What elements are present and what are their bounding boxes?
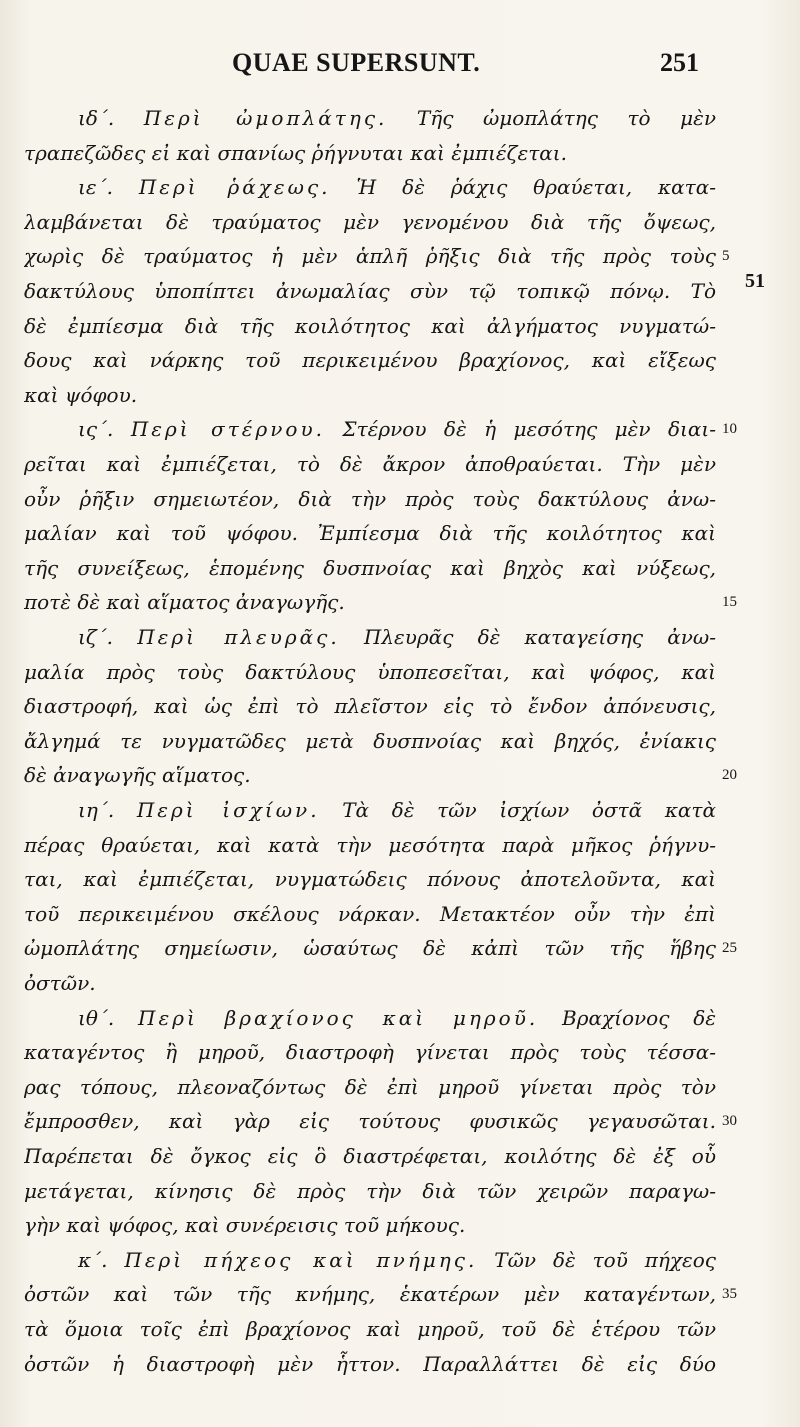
text-segment: λαμβάνεται δὲ τραύματος μὲν γενομένου διὰ τῆς ὄψεως,: [24, 209, 716, 234]
line-number: 15: [722, 594, 737, 611]
text-segment: ποτὲ δὲ καὶ αἵματος ἀναγωγῆς.: [24, 590, 345, 615]
text-segment: κ΄.: [78, 1247, 125, 1272]
margin-reference: 51: [745, 270, 765, 292]
text-segment: τοῦ περικειμένου σκέλους νάρκαν. Μετακτέον οὖν τὴν ἐπὶ: [24, 901, 716, 926]
text-segment: δακτύλους ὑποπίπτει ἀνωμαλίας σὺν τῷ τοπικῷ πόνῳ. Τὸ: [24, 279, 716, 303]
text-segment: δους καὶ νάρκης τοῦ περικειμένου βραχίονος, καὶ εἴξεως: [24, 348, 716, 373]
text-segment: ἄλγημά τε νυγματῶδες μετὰ δυσπνοίας καὶ βηχός, ἐνίακις: [24, 728, 716, 753]
text-segment: Τὰ δὲ τῶν ἰσχίων ὀστᾶ κατὰ: [319, 798, 716, 822]
text-segment: Τῆς ὠμοπλάτης τὸ μὲν: [387, 106, 716, 130]
text-segment: Πλευρᾶς δὲ καταγείσης ἀνω-: [339, 625, 716, 649]
text-segment: Βραχίονος δὲ: [538, 1005, 716, 1030]
text-segment: ιε΄.: [78, 175, 139, 200]
line-number: 10: [722, 421, 737, 438]
running-head: QUAE SUPERSUNT.: [232, 48, 481, 77]
section-heading: Περὶ στέρνου.: [130, 417, 325, 442]
text-segment: ιη΄.: [78, 798, 137, 822]
text-segment: ὀστῶν ἡ διαστροφὴ μὲν ἧττον. Παραλλάττει δὲ εἰς δύο: [24, 1351, 716, 1376]
text-segment: Τῶν δὲ τοῦ πήχεος: [477, 1247, 716, 1272]
text-segment: διαστροφή, καὶ ὡς ἐπὶ τὸ πλεῖστον εἰς τὸ ἔνδον ἀπόνευσις,: [24, 694, 716, 719]
text-segment: οὖν ῥῆξιν σημειωτέον, διὰ τὴν πρὸς τοὺς δακτύλους ἀνω-: [24, 486, 716, 511]
text-segment: Ἡ δὲ ῥάχις θραύεται, κατα-: [330, 175, 716, 200]
line-number: 20: [722, 767, 737, 784]
page-number: 251: [660, 48, 699, 77]
text-segment: ὀστῶν καὶ τῶν τῆς κνήμης, ἑκατέρων μὲν καταγέντων,: [24, 1282, 716, 1307]
text-segment: καταγέντος ἢ μηροῦ, διαστροφὴ γίνεται πρὸς τοὺς τέσσα-: [24, 1040, 716, 1065]
text-segment: ιθ΄.: [78, 1005, 139, 1030]
text-segment: Παρέπεται δὲ ὄγκος εἰς ὃ διαστρέφεται, κοιλότης δὲ ἐξ οὗ: [24, 1144, 716, 1168]
section-heading: Περὶ ῥάχεως.: [138, 175, 331, 200]
text-segment: καὶ ψόφου.: [24, 382, 138, 407]
text-segment: ὠμοπλάτης σημείωσιν, ὡσαύτως δὲ κἀπὶ τῶν τῆς ἥβης: [24, 936, 716, 961]
section-heading: Περὶ ἰσχίων.: [136, 798, 320, 822]
line-number: 25: [722, 940, 737, 957]
section-heading: Περὶ ὠμοπλάτης.: [143, 106, 388, 130]
section-heading: Περὶ πήχεος καὶ πνήμης.: [124, 1247, 478, 1272]
section-heading: Περὶ βραχίονος καὶ μηροῦ.: [138, 1005, 539, 1030]
text-segment: ις΄.: [78, 417, 131, 442]
text-segment: ὀστῶν.: [24, 971, 96, 995]
text-segment: μαλίαν καὶ τοῦ ψόφου. Ἐμπίεσμα διὰ τῆς κοιλότητος καὶ: [24, 521, 716, 546]
text-segment: δὲ ἀναγωγῆς αἵματος.: [24, 763, 251, 788]
text-segment: δὲ ἐμπίεσμα διὰ τῆς κοιλότητος καὶ ἀλγήματος νυγματώ-: [24, 313, 716, 338]
text-segment: ρας τόπους, πλεοναζόντως δὲ ἐπὶ μηροῦ γίνεται πρὸς τὸν: [24, 1074, 716, 1099]
line-number: 35: [722, 1286, 737, 1303]
line-number: 30: [722, 1113, 737, 1130]
page-header: [0, 48, 800, 88]
text-segment: τὰ ὅμοια τοῖς ἐπὶ βραχίονος καὶ μηροῦ, τοῦ δὲ ἑτέρου τῶν: [24, 1317, 716, 1341]
section-heading: Περὶ πλευρᾶς.: [137, 625, 340, 649]
text-segment: τῆς συνείξεως, ἑπομένης δυσπνοίας καὶ βηχὸς καὶ νύξεως,: [24, 555, 716, 580]
text-segment: ιδ΄.: [78, 106, 144, 130]
text-line: [24, 1344, 716, 1384]
text-segment: μαλία πρὸς τοὺς δακτύλους ὑποπεσεῖται, καὶ ψόφος, καὶ: [24, 659, 716, 684]
text-segment: μετάγεται, κίνησις δὲ πρὸς τὴν διὰ τῶν χειρῶν παραγω-: [24, 1178, 716, 1203]
line-number: 5: [722, 248, 730, 265]
text-segment: τραπεζῶδες εἰ καὶ σπανίως ῥήγνυται καὶ ἐμπιέζεται.: [24, 140, 567, 165]
text-segment: ται, καὶ ἐμπιέζεται, νυγματώδεις πόνους ἀποτελοῦντα, καὶ: [24, 867, 716, 892]
text-segment: ρεῖται καὶ ἐμπιέζεται, τὸ δὲ ἄκρον ἀποθραύεται. Τὴν μὲν: [24, 452, 716, 476]
text-segment: χωρὶς δὲ τραύματος ἡ μὲν ἁπλῆ ῥῆξις διὰ τῆς πρὸς τοὺς: [24, 244, 716, 269]
text-segment: ιζ΄.: [78, 625, 138, 649]
text-segment: ἔμπροσθεν, καὶ γὰρ εἰς τούτους φυσικῶς γεγαυσῶται.: [24, 1109, 716, 1134]
text-segment: γὴν καὶ ψόφος, καὶ συνέρεισις τοῦ μήκους.: [24, 1213, 466, 1238]
text-segment: Στέρνου δὲ ἡ μεσότης μὲν διαι-: [324, 417, 716, 442]
text-segment: πέρας θραύεται, καὶ κατὰ τὴν μεσότητα παρὰ μῆκος ῥήγνυ-: [24, 832, 716, 857]
